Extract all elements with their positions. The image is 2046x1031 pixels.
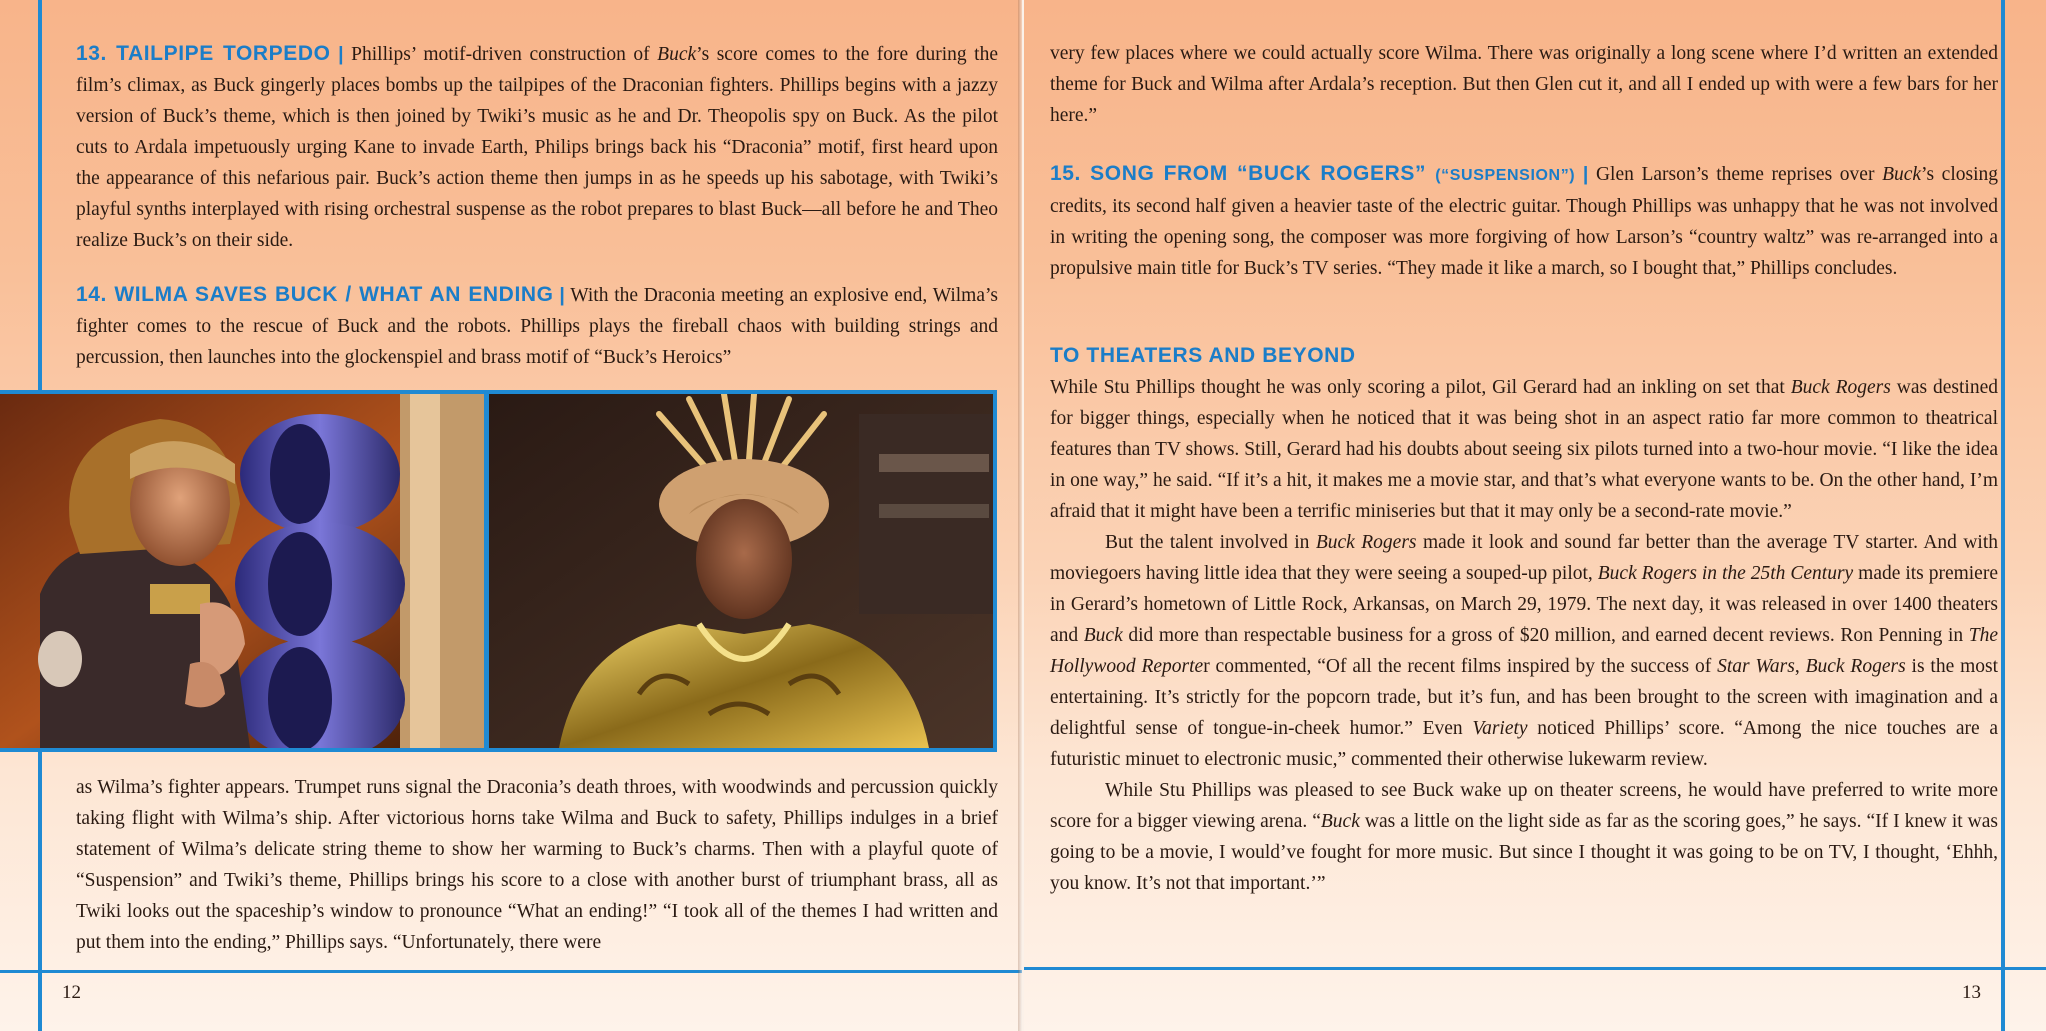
right-footer-rule: [1024, 967, 2046, 970]
track-15-separator: |: [1582, 163, 1589, 185]
right-page: [1024, 0, 2046, 1031]
section-paragraph-1: While Stu Phillips thought he was only scoring a pilot, Gil Gerard had an inkling on set that Buck Rogers was destined for bigger things, especially when he noticed that it was being shot in an aspect ratio far more common to theatrical features than TV shows. Still, Gerard had his doubts about seeing six pilots turned into a two-hour movie. “I like the idea in one way,” he said. “If it’s a hit, it makes me a movie star, and that’s what everyone wants to be. On the other hand, I’m afraid that it might have been a terrific miniseries but that it may only be a second-rate movie.”: [1050, 377, 1999, 522]
section-body: [1050, 372, 1998, 899]
track-14-paragraph-bottom: as Wilma’s fighter appears. Trumpet runs signal the Draconia’s death throes, with woodwinds and percussion quickly taking flight with Wilma’s ship. After victorious horns take Wilma and Buck to safety, Phillips indulges in a brief statement of Wilma’s delicate string theme to show her warming to Buck’s charms. Then with a playful quote of “Suspension” and Twiki’s theme, Phillips brings his score to a close with another burst of triumphant brass, all as Twiki looks out the spaceship’s window to pronounce “What an ending!” “I took all of the themes I had written and put them into the ending,” Phillips says. “Unfortunately, there were: [76, 777, 998, 953]
right-margin-rule: [2001, 0, 2005, 1031]
track-13-heading: 13. TAILPIPE TORPEDO: [76, 42, 331, 65]
section-paragraph-2: But the talent involved in Buck Rogers made it look and sound far better than the average TV starter. And with moviegoers having little idea that they were seeing a souped-up pilot, Buck Rogers in the 25th Century made its premiere in Gerard’s hometown of Little Rock, Arkansas, on March 29, 1979. The next day, it was released in over 1400 theaters and Buck did more than respectable business for a gross of $20 million, and earned decent reviews. Ron Penning in The Hollywood Reporter commented, “Of all the recent films inspired by the success of Star Wars, Buck Rogers is the most entertaining. It’s strictly for the popcorn trade, but it’s fun, and has been brought to the screen with imagination and a delightful sense of tongue-in-cheek humor.” Even Variety noticed Phillips’ score. “Among the nice touches are a futuristic minuet to electronic music,” commented their otherwise lukewarm review.: [1050, 532, 1999, 770]
page-number-right: 13: [1962, 982, 1981, 1003]
track-15-heading: 15. SONG FROM “BUCK ROGERS” (“SUSPENSION”): [1050, 162, 1576, 185]
continued-quote-paragraph: very few places where we could actually score Wilma. There was originally a long scene where I’d written an extended theme for Buck and Wilma after Ardala’s reception. But then Glen cut it, and all I ended up with were a few bars for her here.”: [1050, 43, 1998, 126]
track-14-paragraph-top: 14. WILMA SAVES BUCK / WHAT AN ENDING | With the Draconia meeting an explosive end, Wilma’s fighter comes to the rescue of Buck and the robots. Phillips plays the fireball chaos with building strings and percussion, then launches into the glockenspiel and brass motif of “Buck’s Heroics”: [76, 283, 998, 368]
track-15-paragraph: 15. SONG FROM “BUCK ROGERS” (“SUSPENSION”) | Glen Larson’s theme reprises over Buck’s closing credits, its second half given a heavier taste of the electric guitar. Though Phillips was unhappy that he was not involved in writing the opening song, the composer was more forgiving of how Larson’s “country waltz” was re-arranged into a propulsive main title for Buck’s TV series. “They made it like a march, so I bought that,” Phillips concludes.: [1050, 162, 1999, 279]
page-number-left: 12: [62, 982, 81, 1003]
track-14-separator: |: [559, 284, 565, 306]
left-page: [0, 0, 1022, 1031]
track-13-separator: |: [338, 43, 344, 65]
photo-draconian-emperor: [489, 394, 993, 748]
track-13-paragraph: 13. TAILPIPE TORPEDO | Phillips’ motif-driven construction of Buck’s score comes to the fore during the film’s climax, as Buck gingerly places bombs up the tailpipes of the Draconian fighters. Phillips begins with a jazzy version of Buck’s theme, which is then joined by Twiki’s music as he and Dr. Theopolis spy on Buck. As the pilot cuts to Ardala impetuously urging Kane to invade Earth, Philips brings back his “Draconia” motif, first heard upon the appearance of this nefarious pair. Buck’s action theme then jumps in as he speeds up his sabotage, with Twiki’s playful synths interplayed with rising orchestral suspense as the robot prepares to blast Buck—all before he and Theo realize Buck’s on their side.: [76, 42, 999, 251]
photo-strip: [0, 390, 997, 752]
track-14-heading: 14. WILMA SAVES BUCK / WHAT AN ENDING: [76, 283, 554, 306]
section-title: TO THEATERS AND BEYOND: [1050, 344, 1356, 367]
section-paragraph-3: While Stu Phillips was pleased to see Buck wake up on theater screens, he would have preferred to write more score for a bigger viewing arena. “Buck was a little on the light side as far as the scoring goes,” he says. “If I knew it was going to be a movie, I would’ve fought for more music. But since I thought it was going to be on TV, I thought, ‘Ehhh, you know. It’s not that important.’”: [1050, 780, 1998, 894]
left-footer-rule: [0, 970, 1022, 973]
photo-buck-tailpipes: [0, 394, 484, 748]
